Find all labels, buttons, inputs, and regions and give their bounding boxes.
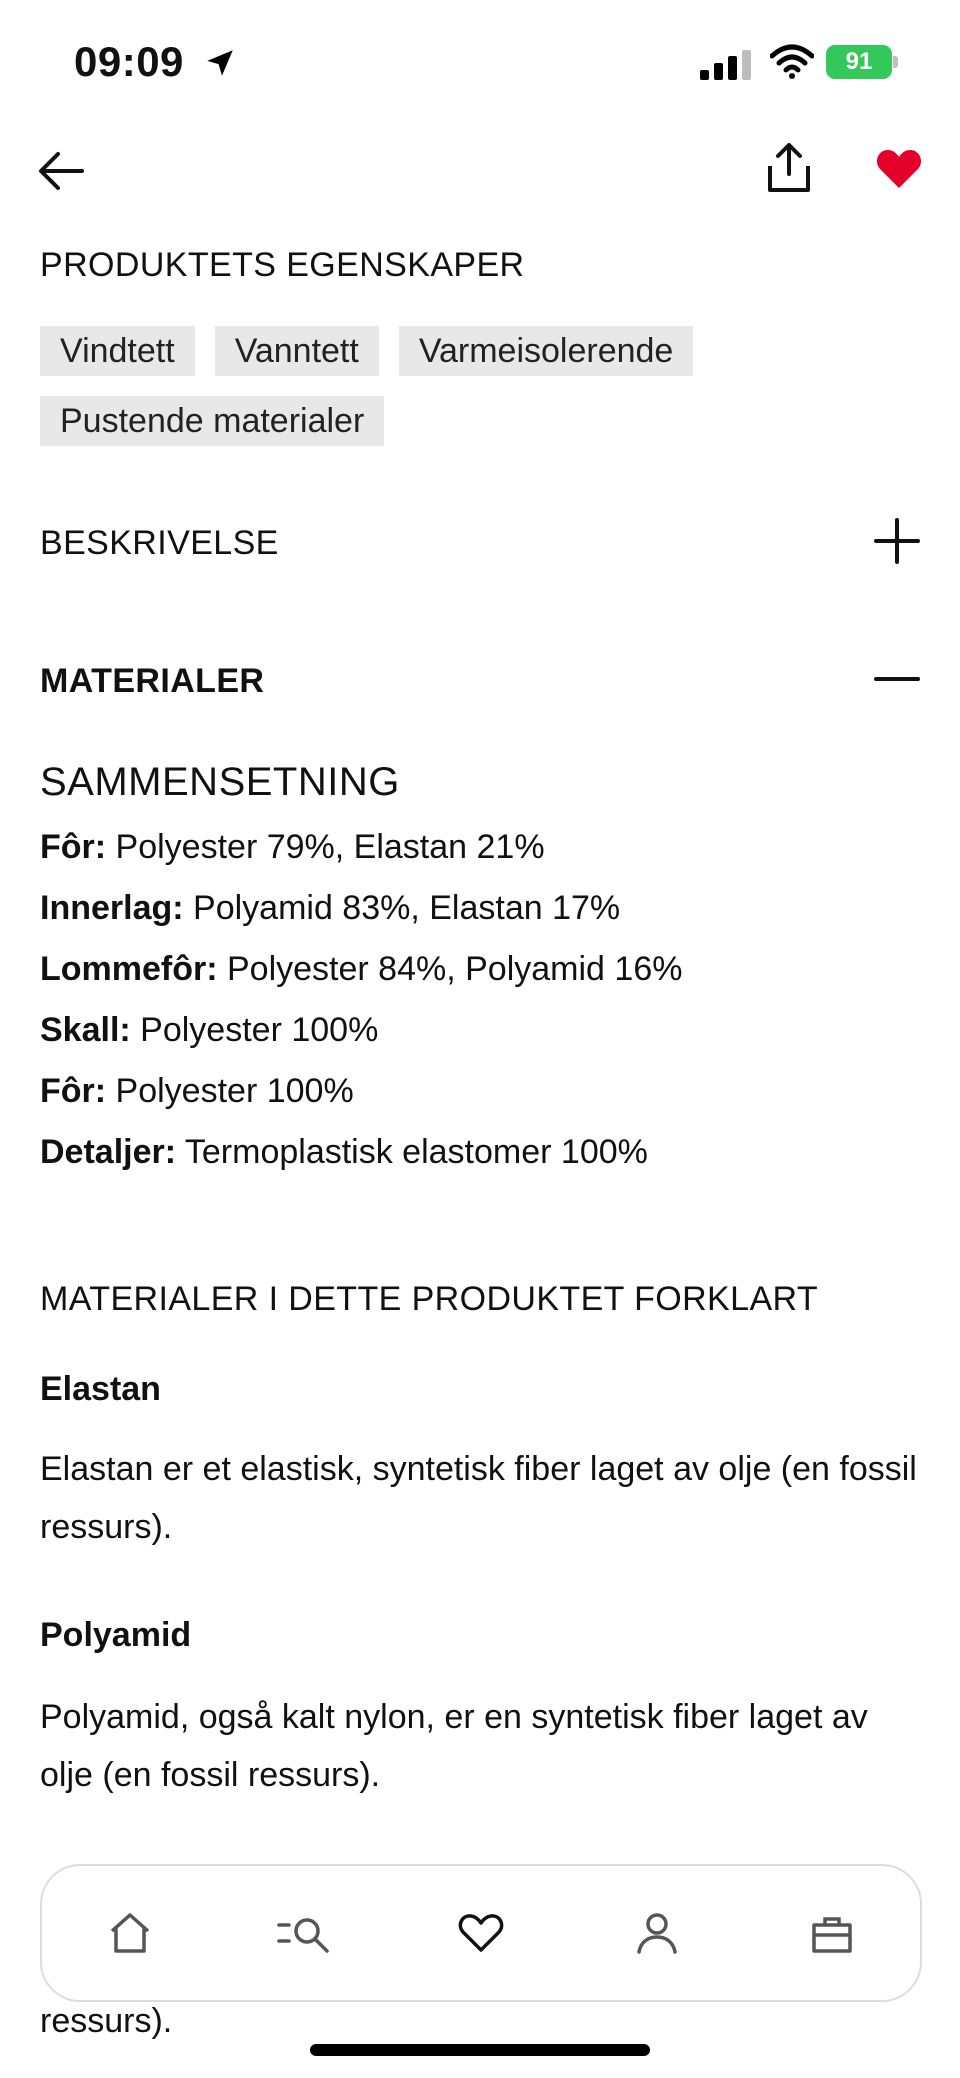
composition-label: Skall: — [40, 1011, 131, 1049]
properties-title: PRODUKTETS EGENSKAPER — [40, 246, 525, 284]
composition-line — [40, 889, 620, 928]
search-menu-icon — [277, 1911, 333, 1955]
composition-label: Lommefôr: — [40, 950, 218, 988]
composition-value: Polyester 84%, Polyamid 16% — [217, 950, 683, 988]
composition-label: Innerlag: — [40, 889, 184, 927]
minus-icon[interactable] — [874, 674, 920, 684]
nav-home[interactable] — [100, 1903, 160, 1963]
composition-title: SAMMENSETNING — [40, 760, 400, 804]
composition-value: Polyester 100% — [130, 1011, 379, 1049]
materials-explained-title: MATERIALER I DETTE PRODUKTET FORKLART — [40, 1280, 819, 1318]
wifi-icon — [770, 44, 814, 80]
material-name-elastan: Elastan — [40, 1370, 161, 1408]
material-description-partial: ressurs). — [40, 2002, 173, 2040]
nav-search[interactable] — [275, 1903, 335, 1963]
nav-profile[interactable] — [627, 1903, 687, 1963]
composition-label: Fôr: — [40, 828, 107, 866]
profile-icon — [635, 1911, 679, 1955]
composition-line — [40, 950, 682, 989]
material-name-polyamid: Polyamid — [40, 1616, 192, 1654]
materials-accordion-title[interactable]: MATERIALER — [40, 662, 265, 700]
tag-vanntett: Vanntett — [215, 326, 379, 376]
composition-value: Polyamid 83%, Elastan 17% — [183, 889, 621, 927]
cellular-signal-icon — [700, 50, 754, 80]
home-icon — [108, 1911, 152, 1955]
material-description-polyamid: Polyamid, også kalt nylon, er en syntetisk fiber laget av olje (en fossil ressurs). — [40, 1698, 868, 1794]
nav-favorites[interactable] — [451, 1903, 511, 1963]
material-description-elastan: Elastan er et elastisk, syntetisk fiber laget av olje (en fossil ressurs). — [40, 1450, 917, 1546]
battery-indicator — [826, 45, 892, 79]
home-indicator — [310, 2044, 650, 2056]
composition-line — [40, 1072, 354, 1111]
heart-outline-icon — [458, 1912, 504, 1954]
tag-pustende-materialer: Pustende materialer — [40, 396, 384, 446]
bottom-navigation — [40, 1864, 922, 2002]
tag-vindtett: Vindtett — [40, 326, 195, 376]
composition-value: Polyester 100% — [106, 1072, 354, 1110]
composition-value: Polyester 79%, Elastan 21% — [106, 828, 545, 866]
plus-icon[interactable] — [874, 518, 920, 564]
battery-cap — [893, 56, 898, 68]
share-icon[interactable] — [764, 140, 814, 196]
property-tags — [40, 326, 920, 446]
composition-line — [40, 828, 545, 867]
nav-bag[interactable] — [802, 1903, 862, 1963]
composition-line — [40, 1011, 378, 1050]
shopping-bag-icon — [810, 1911, 854, 1955]
status-time: 09:09 — [74, 38, 184, 85]
heart-filled-icon[interactable] — [876, 148, 922, 190]
battery-level: 91 — [845, 48, 873, 75]
composition-label: Fôr: — [40, 1072, 107, 1110]
location-arrow-icon — [203, 46, 237, 80]
description-accordion-title[interactable]: BESKRIVELSE — [40, 524, 279, 562]
composition-label: Detaljer: — [40, 1133, 177, 1171]
composition-line — [40, 1133, 648, 1172]
tag-varmeisolerende: Varmeisolerende — [399, 326, 694, 376]
arrow-left-icon[interactable] — [36, 148, 86, 194]
composition-value: Termoplastisk elastomer 100% — [176, 1133, 648, 1171]
